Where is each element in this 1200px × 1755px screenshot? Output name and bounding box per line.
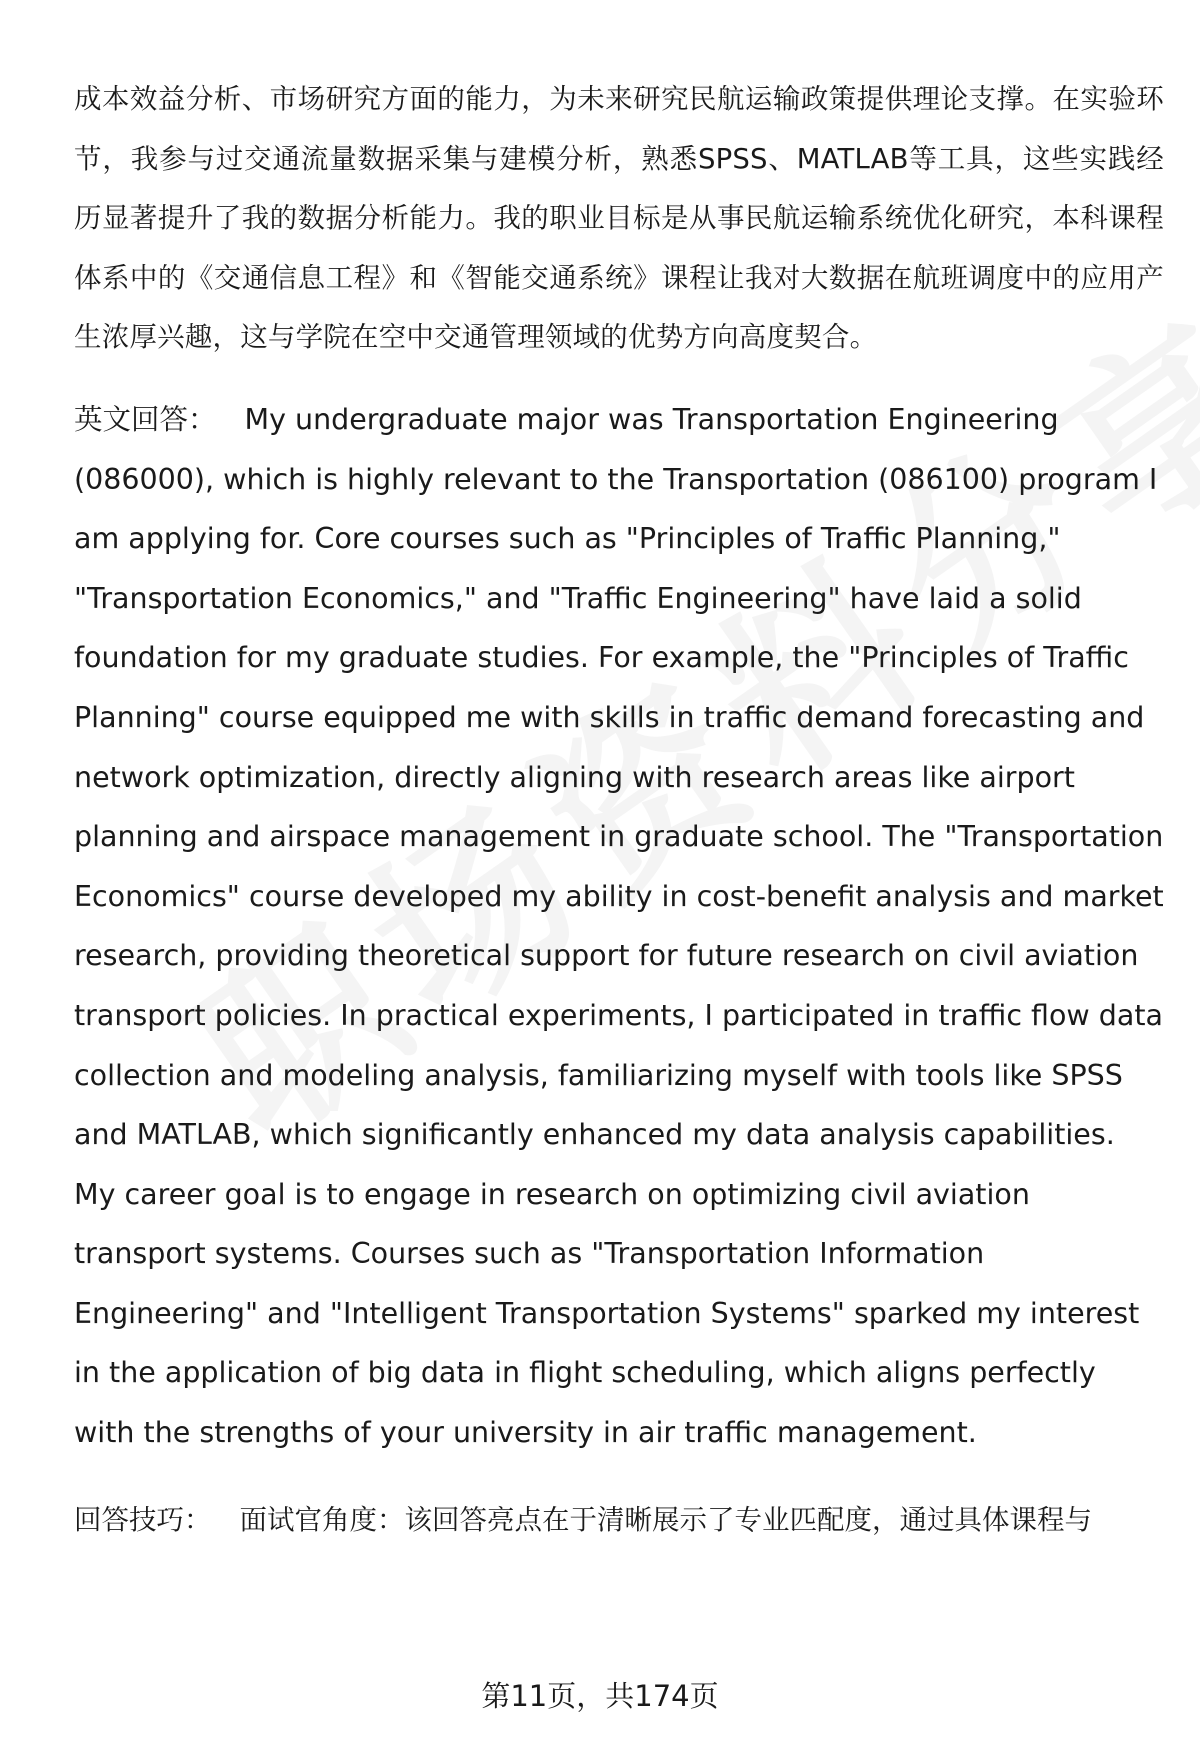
chinese-answer-paragraph: 成本效益分析、市场研究方面的能力，为未来研究民航运输政策提供理论支撑。在实验环节，我参与过交通流量数据采集与建模分析，熟悉SPSS、MATLAB等工具，这些实践经历显著提升了我的数据分析能力。我的职业目标是从事民航运输系统优化研究，本科课程体系中的《交通信息工程》和《智能交通系统》课程让我对大数据在航班调度中的应用产生浓厚兴趣，这与学院在空中交通管理领域的优势方向高度契合。 (74, 83, 1164, 354)
answer-tips-label: 回答技巧： (74, 1503, 212, 1536)
answer-tips-paragraph (74, 1491, 1164, 1551)
page-number-footer: 第11页，共174页 (481, 1679, 719, 1713)
answer-tips-text: 面试官角度：该回答亮点在于清晰展示了专业匹配度，通过具体课程与 (239, 1503, 1092, 1536)
english-answer-label: 英文回答： (74, 402, 217, 436)
english-answer-text: My undergraduate major was Transportation Engineering (086000), which is highly relevant to the Transportation (086100) program I am applying for. Core courses such as "Principles of Traffic Planning," "Transportation Economics," and "Traffic Engineering" have laid a solid foundation for my graduate studies. For example, the "Principles of Traffic Planning" course equipped me with skills in traffic demand forecasting and network optimization, directly aligning with research areas like airport planning and airspace management in graduate school. The "Transportation Economics" course developed my ability in cost-benefit analysis and market research, providing theoretical support for future research on civil aviation transport policies. In practical experiments, I participated in traffic flow data collection and modeling analysis, familiarizing myself with tools like SPSS and MATLAB, which significantly enhanced my data analysis capabilities. My career goal is to engage in research on optimizing civil aviation transport systems. Courses such as "Transportation Information Engineering" and "Intelligent Transportation Systems" sparked my interest in the application of big data in flight scheduling, which aligns perfectly with the strengths of your university in air traffic management. (74, 402, 1164, 1450)
page-content (74, 70, 1164, 1550)
english-answer-paragraph (74, 390, 1164, 1463)
